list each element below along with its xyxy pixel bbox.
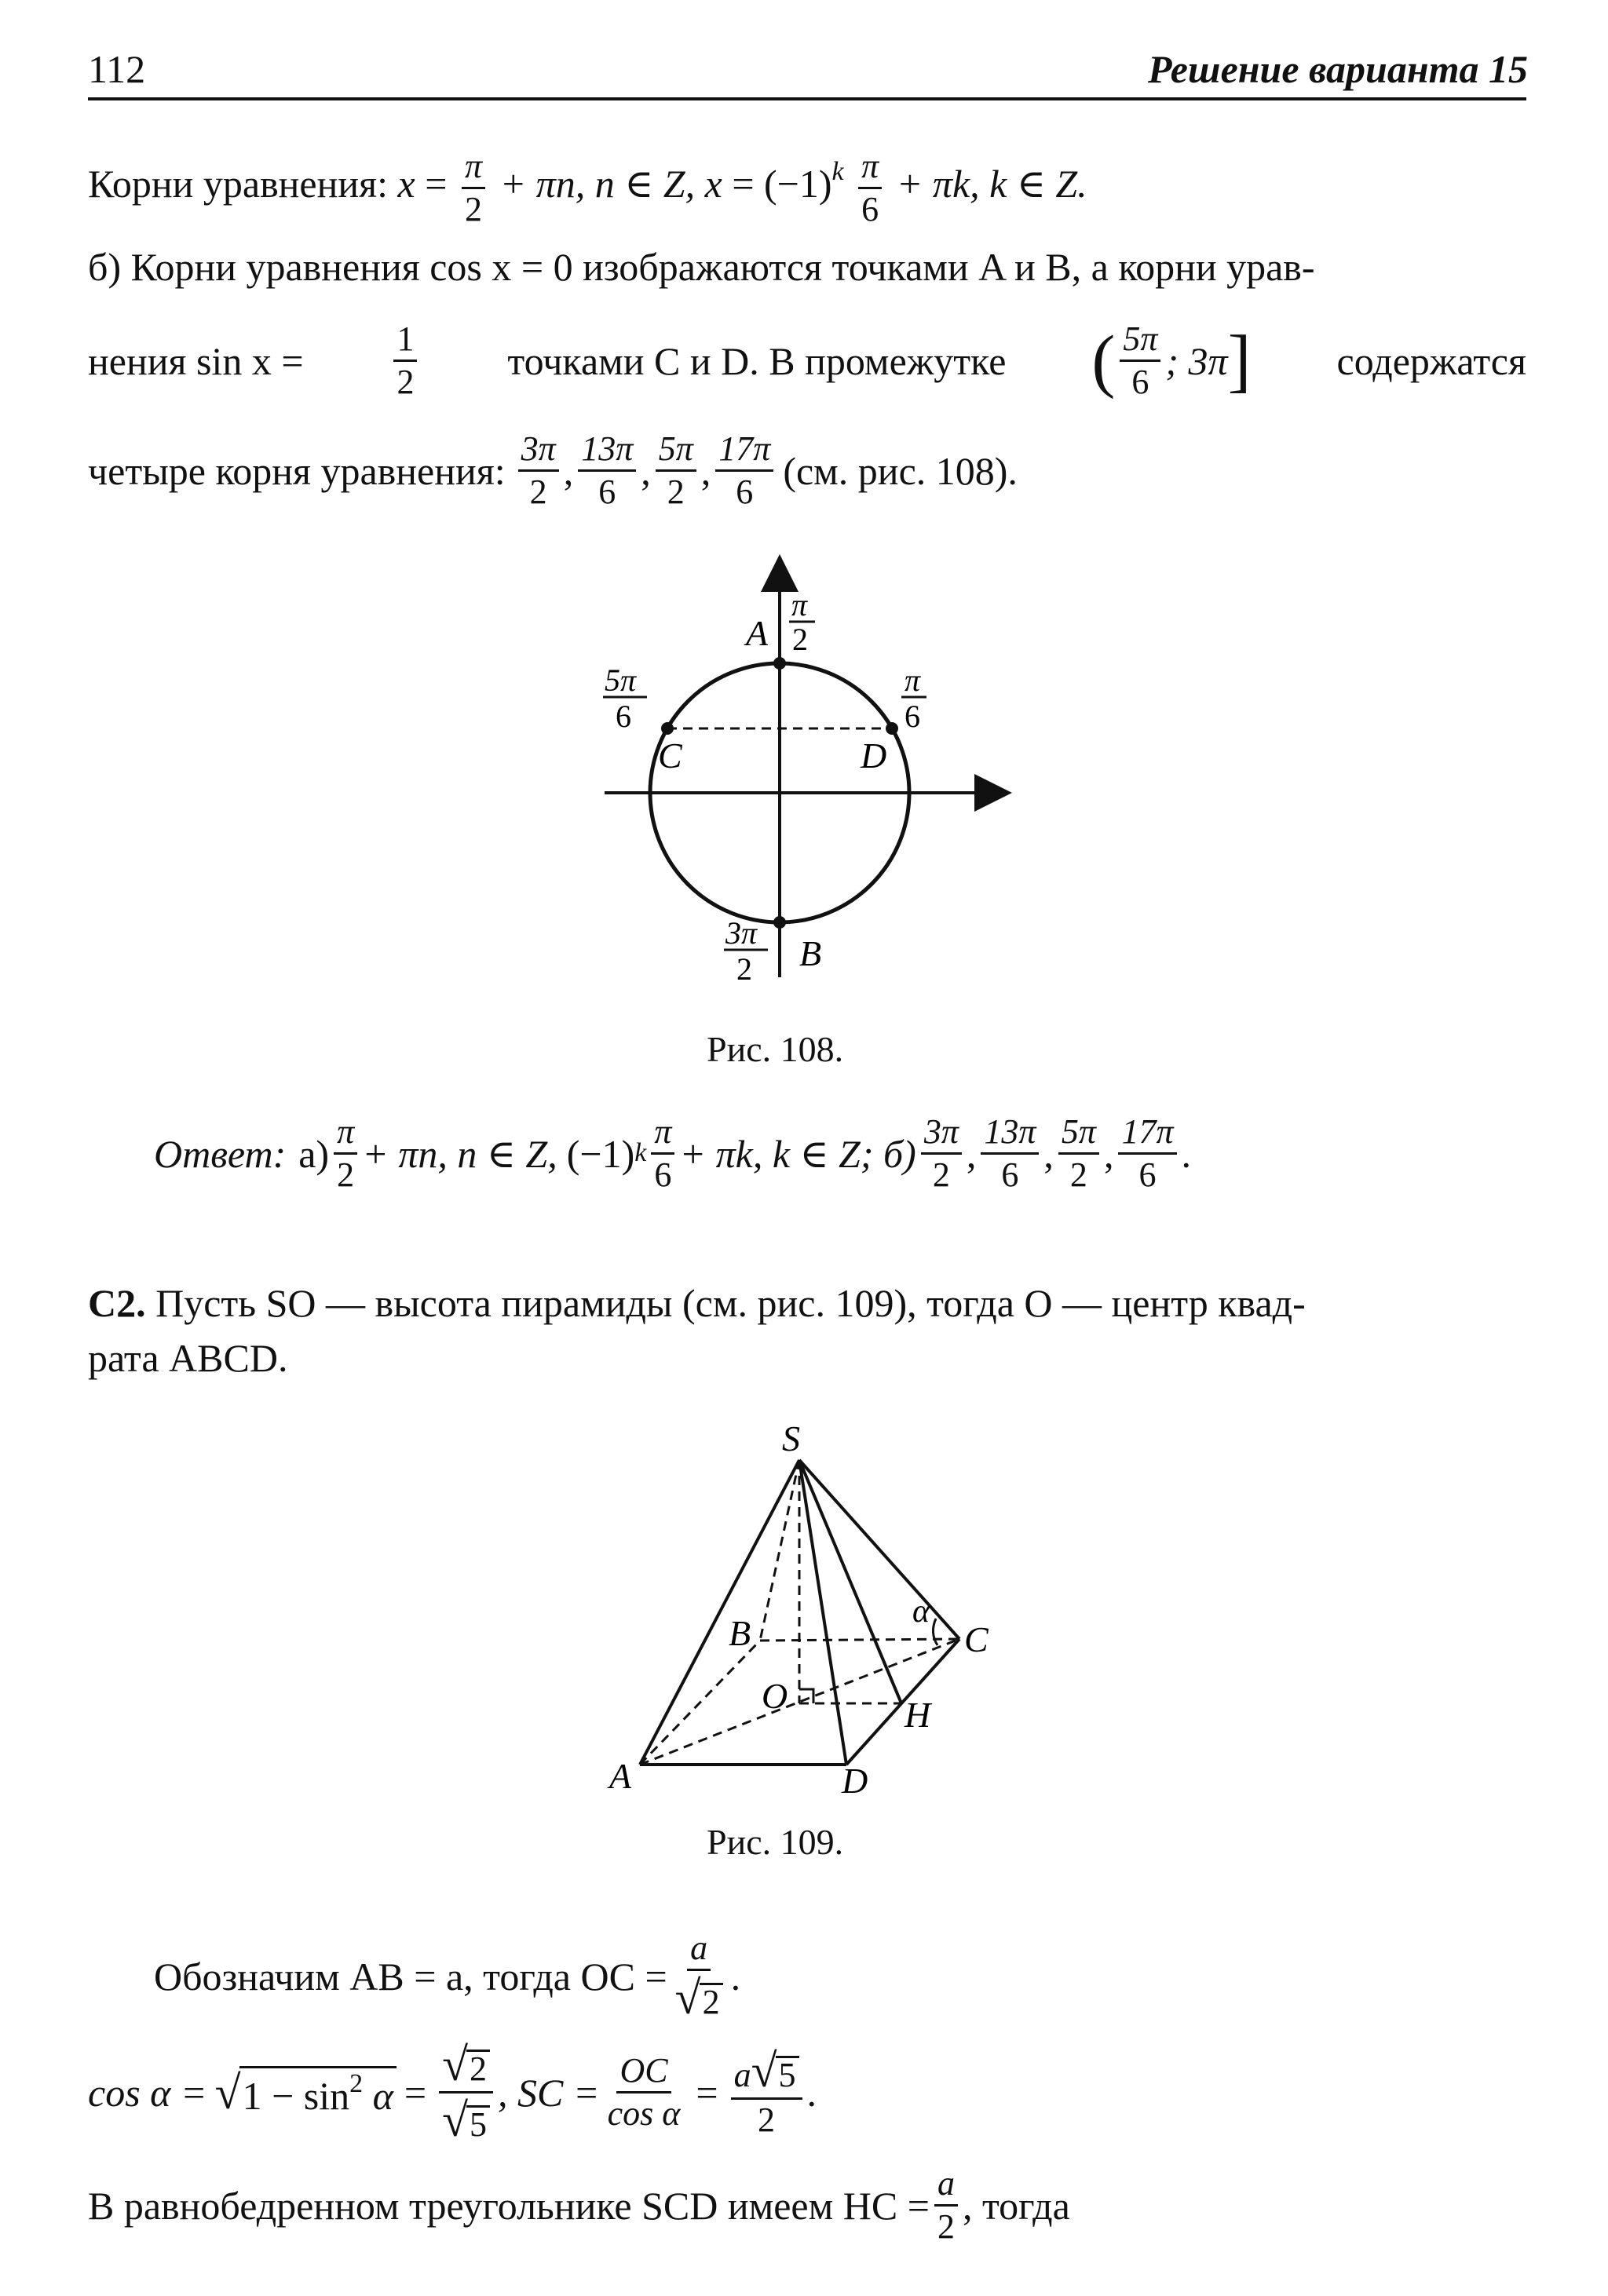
c2-line2: рата ABCD. [88, 1336, 288, 1380]
frac-pi-6: $\frac{\pi}{6}$ [858, 149, 882, 227]
part-b-line2 [88, 319, 1526, 401]
figure-108-unit-circle [550, 549, 1036, 1020]
edge-dc [846, 1639, 959, 1765]
last-text: В равнобедренном треугольнике SCD имеем HC = [88, 2183, 930, 2228]
neg-one: (−1) [764, 161, 832, 206]
label-a: A [609, 1756, 632, 1796]
label-d: D [842, 1761, 868, 1801]
part-b-line3-a: четыре корня уравнения: [88, 448, 506, 493]
label-b: B [729, 1613, 751, 1653]
answer-plus-pi-k: + πk, k ∈ Z; б) [679, 1131, 916, 1176]
point-b-dot [773, 916, 786, 929]
notation-end: . [730, 1954, 741, 1999]
cos-alpha-eq: cos α = [88, 2070, 207, 2115]
label-pi2-den: 2 [792, 622, 808, 657]
root-frac: $\frac{5\pi}{2}$ [656, 432, 696, 509]
answer-plus-pi-n: + πn, n ∈ Z, [362, 1131, 557, 1176]
label-pi6-num: π [904, 663, 921, 698]
point-d-dot [886, 722, 898, 735]
figure-109-pyramid [597, 1413, 1005, 1805]
plus-pi-n: + πn, [499, 161, 586, 206]
label-pi2-num: π [791, 587, 808, 622]
answer-frac-pi-6: $\frac{\pi}{6}$ [651, 1115, 674, 1192]
answer-k-sup: k [634, 1138, 647, 1168]
frac-a-2: $\frac{a}{2}$ [934, 2166, 958, 2244]
answer-root: $\frac{17\pi}{6}$ [1118, 1115, 1176, 1192]
label-b: B [799, 933, 822, 973]
last-end: , тогда [962, 2183, 1070, 2228]
label-h: H [904, 1695, 931, 1735]
label-3pi2-den: 2 [736, 951, 752, 987]
edge-sh [799, 1460, 901, 1703]
figure-109-caption: Рис. 109. [707, 1822, 844, 1862]
notation-line [154, 1929, 741, 2024]
label-s: S [782, 1418, 800, 1458]
label-3pi2-num: 3π [725, 915, 758, 951]
edge-bc [760, 1639, 959, 1641]
frac-sqrt2-sqrt5: $\frac{√2}{√5}$ [439, 2041, 493, 2144]
running-title: Решение варианта 15 [1148, 47, 1528, 91]
edge-sa [640, 1460, 799, 1765]
label-5pi6-num: 5π [605, 663, 637, 698]
frac-a-sqrt2: $\frac{a}{√2}$ [672, 1931, 726, 2021]
frac-1-2: $\frac{1}{2}$ [393, 322, 417, 400]
interval-end: ; 3π [1165, 338, 1228, 383]
last-line [88, 2166, 1070, 2244]
answer-line: Ответ: а) $\frac{\pi}{2}$ + πn, n ∈ Z, (−1) k $\frac{\pi}{6}$ + πk, k ∈ Z; б) $\frac{3\pi}{2}$ , $\frac{13\pi}{6}$ , $\frac{5\pi}{2}$ , $\frac{17\pi}{6}$ . [154, 1112, 1191, 1194]
c2-text1: Пусть SO — высота пирамиды (см. рис. 109), тогда O — центр квад- [155, 1281, 1306, 1325]
answer-end: . [1181, 1131, 1191, 1176]
sqrt-sign: √ [214, 2066, 241, 2119]
k-superscript: k [831, 156, 844, 186]
frac-pi-2: $\frac{\pi}{2}$ [462, 149, 485, 227]
label-alpha: α [912, 1593, 930, 1630]
point-c-dot [661, 722, 674, 735]
cos-end: . [806, 2070, 817, 2115]
eq-sign-2: = [696, 2070, 718, 2115]
label-d: D [861, 736, 887, 776]
answer-neg-one: (−1) [566, 1131, 635, 1176]
var-x: x [397, 161, 415, 206]
answer-root: $\frac{13\pi}{6}$ [981, 1115, 1039, 1192]
root-frac: $\frac{13\pi}{6}$ [578, 432, 636, 509]
roots-line: Корни уравнения: x = $\frac{\pi}{2}$ + πn, n ∈ Z, $x = (-1)^k$ $\frac{\pi}{6}$ + πk, k ∈ Z. [88, 147, 1087, 228]
part-b-line3-b: (см. рис. 108). [783, 448, 1018, 493]
part-b-line2-c: содержатся [1336, 338, 1526, 383]
eq-sign: = [404, 2070, 427, 2115]
answer-root: $\frac{3\pi}{2}$ [921, 1115, 962, 1192]
answer-a: а) [298, 1131, 330, 1176]
frac-oc-cos: $\frac{OC}{\text{cos α}}$ [607, 2051, 681, 2133]
notation-text: Обозначим AB = a, тогда OC = [154, 1954, 667, 1999]
edge-ab [640, 1641, 760, 1765]
root-frac: $\frac{17\pi}{6}$ [715, 432, 773, 509]
part-b-line2-b: точками C и D. В промежутке [507, 338, 1007, 383]
header-rule [88, 97, 1526, 100]
label-5pi6-den: 6 [616, 699, 631, 734]
answer-frac-pi-2: $\frac{\pi}{2}$ [334, 1115, 357, 1192]
page-number: 112 [88, 47, 146, 91]
label-a: A [746, 613, 769, 653]
answer-label: Ответ: [154, 1131, 287, 1176]
interval: ( $\frac{5\pi}{6}$ ; 3π ] [1091, 319, 1252, 401]
point-a-dot [773, 657, 786, 670]
frac-5pi-6: $\frac{5\pi}{6}$ [1120, 322, 1160, 400]
root-frac: $\frac{3\pi}{2}$ [518, 432, 559, 509]
part-b-line3: четыре корня уравнения: $\frac{3\pi}{2}$ , $\frac{13\pi}{6}$ , $\frac{5\pi}{2}$ , $\frac{17\pi}{6}$ (см. рис. 108). [88, 429, 1018, 511]
label-o: O [762, 1676, 788, 1716]
figure-108-caption: Рис. 108. [707, 1029, 844, 1069]
sc-eq: , SC = [498, 2070, 600, 2115]
plus-pi-k: + πk, [896, 161, 980, 206]
edge-sb [760, 1460, 799, 1641]
k-in-z: k ∈ Z. [989, 161, 1087, 206]
label-pi6-den: 6 [904, 699, 920, 734]
sqrt-body: $1 - \sin^2 \alpha$ [239, 2066, 397, 2119]
part-b-line2-a: нения sin x = [88, 338, 304, 383]
angle-alpha-arc [933, 1619, 937, 1645]
c2-line1 [88, 1279, 1306, 1327]
var-x-2: x [704, 161, 722, 206]
cos-line [88, 2041, 817, 2144]
answer-root: $\frac{5\pi}{2}$ [1058, 1115, 1099, 1192]
label-c: C [658, 736, 682, 776]
n-in-z: n ∈ Z, [594, 161, 696, 206]
part-b-line1: б) Корни уравнения cos x = 0 изображаются точками A и B, а корни урав- [88, 245, 1315, 289]
c2-label: С2. [88, 1281, 146, 1325]
roots-label: Корни уравнения: [88, 161, 389, 206]
label-c: C [964, 1619, 989, 1659]
frac-a-sqrt5-2: $\frac{a√5}{2}$ [731, 2047, 802, 2137]
